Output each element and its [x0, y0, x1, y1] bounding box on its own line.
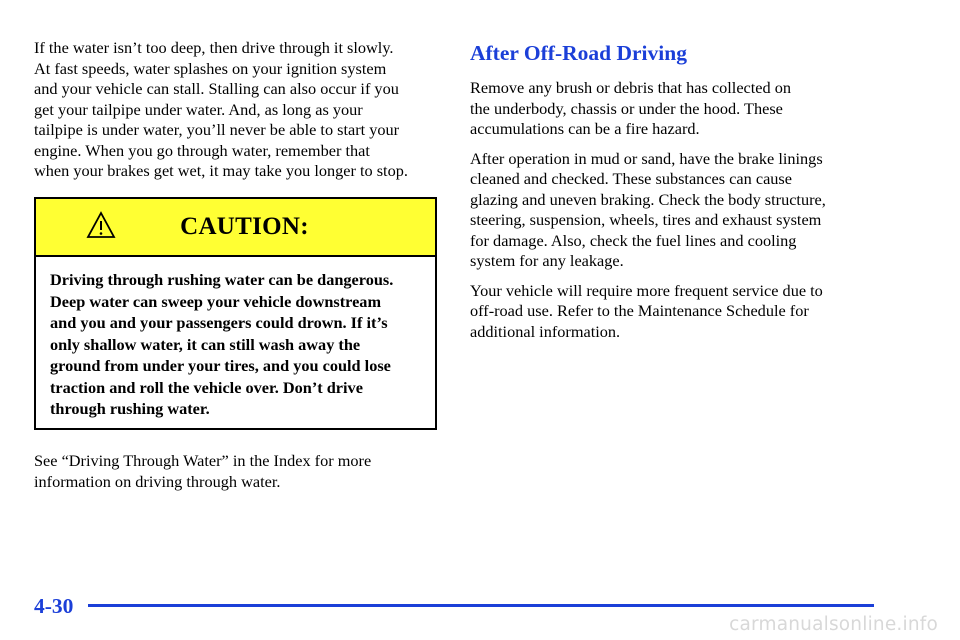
see-also-paragraph: [34, 451, 371, 492]
intro-paragraph: [34, 38, 444, 182]
text-line: cleaned and checked. These substances can cause: [470, 169, 792, 188]
text-line: glazing and uneven braking. Check the body structure,: [470, 189, 826, 209]
text-line: See “Driving Through Water” in the Index for more: [34, 451, 372, 470]
left-column: [34, 38, 444, 182]
text-line: additional information.: [470, 321, 621, 341]
warning-triangle-icon: [86, 211, 116, 239]
footer-rule: [88, 604, 874, 607]
text-line: engine. When you go through water, remember that: [34, 140, 370, 160]
paragraph-service: [470, 281, 870, 343]
text-line: the underbody, chassis or under the hood. These: [470, 98, 783, 118]
page-number: 4-30: [34, 594, 74, 618]
text-line: for damage. Also, check the fuel lines and cooling: [470, 230, 797, 250]
text-line: tailpipe is under water, you’ll never be able to start your: [34, 120, 400, 139]
caution-header: [36, 199, 435, 257]
right-column: [470, 40, 870, 351]
text-line: information on driving through water.: [34, 471, 281, 491]
paragraph-brakes: [470, 149, 870, 272]
caution-title: CAUTION:: [180, 213, 309, 240]
text-line: Remove any brush or debris that has collected on: [470, 78, 792, 97]
caution-box: [34, 197, 437, 430]
caution-line: through rushing water.: [50, 399, 210, 418]
caution-line: and you and your passengers could drown. If it’s: [50, 313, 388, 332]
caution-line: Driving through rushing water can be dangerous.: [50, 270, 394, 289]
paragraph-debris: [470, 78, 870, 140]
text-line: steering, suspension, wheels, tires and exhaust system: [470, 210, 822, 229]
caution-body: [36, 257, 435, 420]
text-line: when your brakes get wet, it may take you longer to stop.: [34, 161, 408, 180]
text-line: get your tailpipe under water. And, as long as your: [34, 99, 363, 119]
text-line: At fast speeds, water splashes on your ignition system: [34, 58, 387, 78]
watermark: carmanualsonline.info: [729, 614, 938, 635]
text-line: and your vehicle can stall. Stalling can also occur if you: [34, 79, 399, 98]
text-line: system for any leakage.: [470, 251, 624, 270]
text-line: If the water isn’t too deep, then drive through it slowly.: [34, 38, 394, 57]
caution-line: ground from under your tires, and you could lose: [50, 356, 391, 375]
text-line: After operation in mud or sand, have the brake linings: [470, 148, 823, 168]
text-line: Your vehicle will require more frequent service due to: [470, 280, 823, 300]
caution-line: traction and roll the vehicle over. Don’t drive: [50, 377, 363, 397]
text-line: off-road use. Refer to the Maintenance Schedule for: [470, 301, 809, 320]
caution-line: only shallow water, it can still wash away the: [50, 334, 361, 354]
section-heading: After Off-Road Driving: [470, 41, 687, 65]
caution-line: Deep water can sweep your vehicle downstream: [50, 291, 382, 311]
text-line: accumulations can be a fire hazard.: [470, 119, 700, 138]
